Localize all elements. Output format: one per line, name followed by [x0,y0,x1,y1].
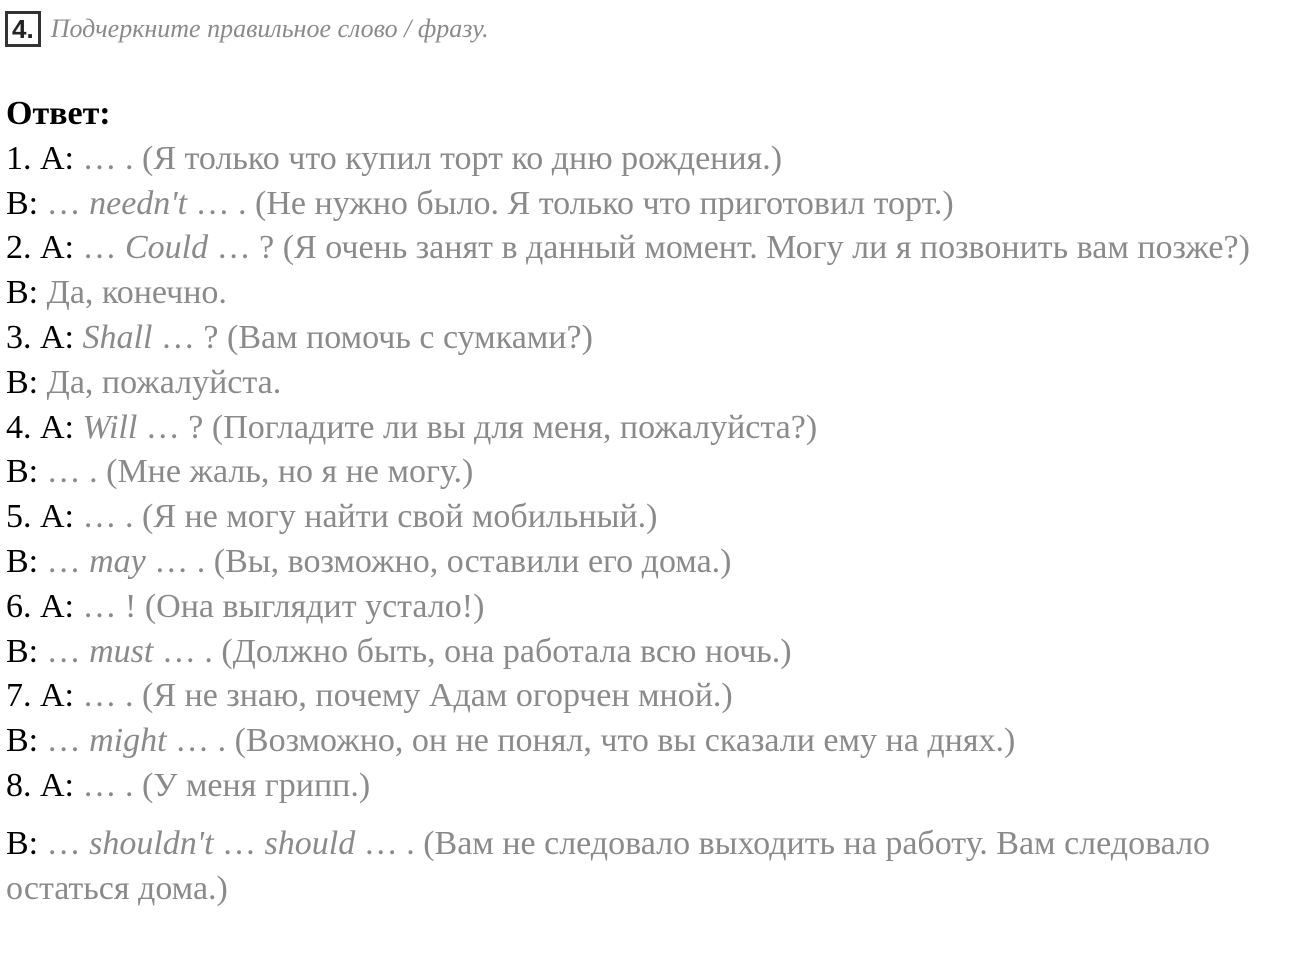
line-gloss: (Я не могу найти свой мобильный.) [133,498,658,536]
task-number: 4. [5,11,41,47]
answer-line [6,495,1295,540]
answer-block [6,92,1295,911]
line-gloss: (Возможно, он не понял, что вы сказали ему на днях.) [226,722,1016,760]
line-gloss: (Вам помочь с сумками?) [218,318,593,356]
line-dots: … [46,824,90,862]
line-dots: … . [187,184,247,222]
line-gloss: (Вы, возможно, оставили его дома.) [205,542,732,580]
line-gloss: (Я только что купил торт ко дню рождения.) [133,139,783,177]
line-prefix: B: [6,363,47,401]
line-gloss: Да, конечно. [46,274,227,312]
answer-line [6,271,1295,316]
line-dots: … [46,184,90,222]
line-dots: … [82,229,125,267]
task-instruction: Подчеркните правильное слово / фразу. [50,14,489,43]
line-prefix: 1. А: [6,139,83,177]
line-dots: … . [82,677,134,715]
line-prefix: B: [6,184,47,222]
line-dots: … [46,632,90,670]
answer-line [6,406,1295,451]
answer-line [6,630,1295,675]
line-dots: … ! [82,587,137,625]
answer-word: Will [82,408,138,446]
line-dots: … . [153,632,213,670]
line-prefix: 7. А: [6,677,83,715]
line-prefix: 2. А: [6,229,83,267]
answer-word: needn't [89,184,188,222]
answer-line [6,540,1295,585]
answer-line [6,585,1295,630]
line-dots: … [213,824,265,862]
line-dots: … . [82,139,134,177]
answer-line [6,316,1295,361]
answer-line [6,182,1295,227]
answer-word: might [89,722,167,760]
line-gloss: (Должно быть, она работала всю ночь.) [212,632,792,670]
line-prefix: 5. А: [6,498,83,536]
line-prefix: B: [6,542,47,580]
line-dots: … ? [137,408,204,446]
answer-line [6,822,1295,912]
line-dots: … [46,542,90,580]
answer-word: must [89,632,154,670]
line-prefix: 4. А: [6,408,83,446]
answer-line [6,674,1295,719]
line-gloss: (Вам не следовало выходить на работу. Вам следовало остаться дома.) [6,824,1211,907]
line-gloss: (Я не знаю, почему Адам огорчен мной.) [133,677,733,715]
line-prefix: B: [6,453,47,491]
answer-word: may [89,542,146,580]
answer-line [6,226,1295,271]
answer-word: Shall [82,318,153,356]
answer-line [6,450,1295,495]
line-dots: … . [355,824,415,862]
answer-title: Ответ: [6,95,111,132]
line-gloss: (Мне жаль, но я не могу.) [97,453,474,491]
answer-word: should [264,824,356,862]
line-dots: … . [82,498,134,536]
line-prefix: B: [6,274,47,312]
answer-line [6,361,1295,406]
line-prefix: B: [6,722,47,760]
line-gloss: (Я очень занят в данный момент. Могу ли я позвонить вам позже?) [274,229,1250,267]
line-prefix: 8. А: [6,766,83,804]
line-gloss: (Погладите ли вы для меня, пожалуйста?) [203,408,818,446]
line-prefix: 6. А: [6,587,83,625]
line-dots: … . [82,766,134,804]
line-dots: … . [145,542,206,580]
answer-line [6,719,1295,764]
task-header [5,8,489,50]
line-gloss: (Она выглядит устало!) [136,587,485,625]
line-dots: … ? [208,229,275,267]
line-prefix: B: [6,824,47,862]
line-gloss: (Не нужно было. Я только что приготовил торт.) [246,184,954,222]
line-prefix: 3. А: [6,318,83,356]
line-dots: … ? [152,318,219,356]
line-gloss: (У меня грипп.) [133,766,371,804]
answer-word: shouldn't [89,824,214,862]
line-dots: … [46,722,90,760]
answer-word: Could [125,229,209,267]
answer-line [6,137,1295,182]
answer-line [6,764,1295,809]
line-gloss: Да, пожалуйста. [46,363,282,401]
line-dots: … . [166,722,227,760]
line-prefix: B: [6,632,47,670]
line-dots: … . [46,453,98,491]
